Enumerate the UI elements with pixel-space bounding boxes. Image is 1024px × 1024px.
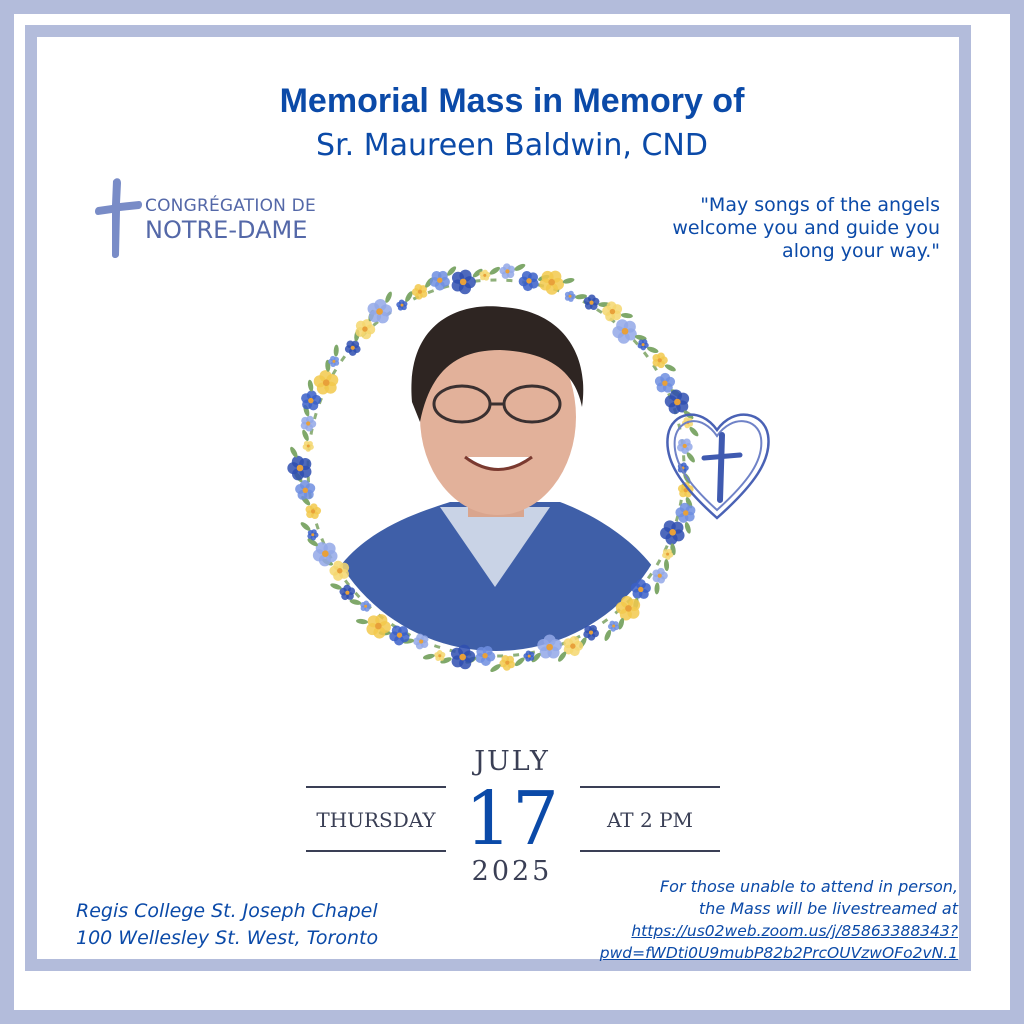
venue-address xyxy=(76,898,378,952)
flower-icon xyxy=(422,650,445,661)
divider xyxy=(580,850,720,852)
flower-icon xyxy=(368,291,394,324)
logo-line-2: NOTRE-DAME xyxy=(145,216,308,244)
event-year: 2025 xyxy=(471,856,553,887)
divider xyxy=(306,850,446,852)
flower-icon xyxy=(638,339,660,354)
flower-icon xyxy=(349,598,371,611)
event-date xyxy=(0,740,1024,890)
venue-street: 100 Wellesley St. West, Toronto xyxy=(76,927,379,949)
flower-icon xyxy=(514,650,535,667)
flower-icon xyxy=(557,636,584,663)
livestream-link[interactable]: pwd=fWDti0U9mubP82b2PrcOUVzwOFo2vN.1 xyxy=(599,944,958,962)
flower-icon xyxy=(329,582,355,600)
page-title: Memorial Mass in Memory of xyxy=(279,82,745,120)
logo-line-1: CONGRÉGATION DE xyxy=(145,196,316,216)
event-month: JULY xyxy=(474,746,550,777)
flower-icon xyxy=(603,621,619,642)
flower-icon xyxy=(662,549,673,571)
event-day: 17 xyxy=(464,776,560,862)
page-subtitle: Sr. Maureen Baldwin, CND xyxy=(316,128,708,163)
divider xyxy=(580,786,720,788)
event-time: AT 2 PM xyxy=(606,808,694,832)
venue-name: Regis College St. Joseph Chapel xyxy=(76,900,378,922)
quote-line: along your way." xyxy=(782,240,940,262)
flower-icon xyxy=(299,521,318,541)
event-weekday: THURSDAY xyxy=(316,808,436,832)
heart-cross-icon xyxy=(660,400,775,525)
flower-icon xyxy=(479,265,501,280)
quote-line: welcome you and guide you xyxy=(672,217,940,239)
livestream-info xyxy=(538,876,958,964)
flower-icon xyxy=(652,568,667,595)
flower-icon xyxy=(328,345,339,368)
livestream-link[interactable]: https://us02web.zoom.us/j/85863388343? xyxy=(631,922,958,940)
livestream-text: the Mass will be livestreamed at xyxy=(698,899,958,918)
divider xyxy=(306,786,446,788)
livestream-text: For those unable to attend in person, xyxy=(659,877,958,896)
quote-line: "May songs of the angels xyxy=(700,194,940,216)
